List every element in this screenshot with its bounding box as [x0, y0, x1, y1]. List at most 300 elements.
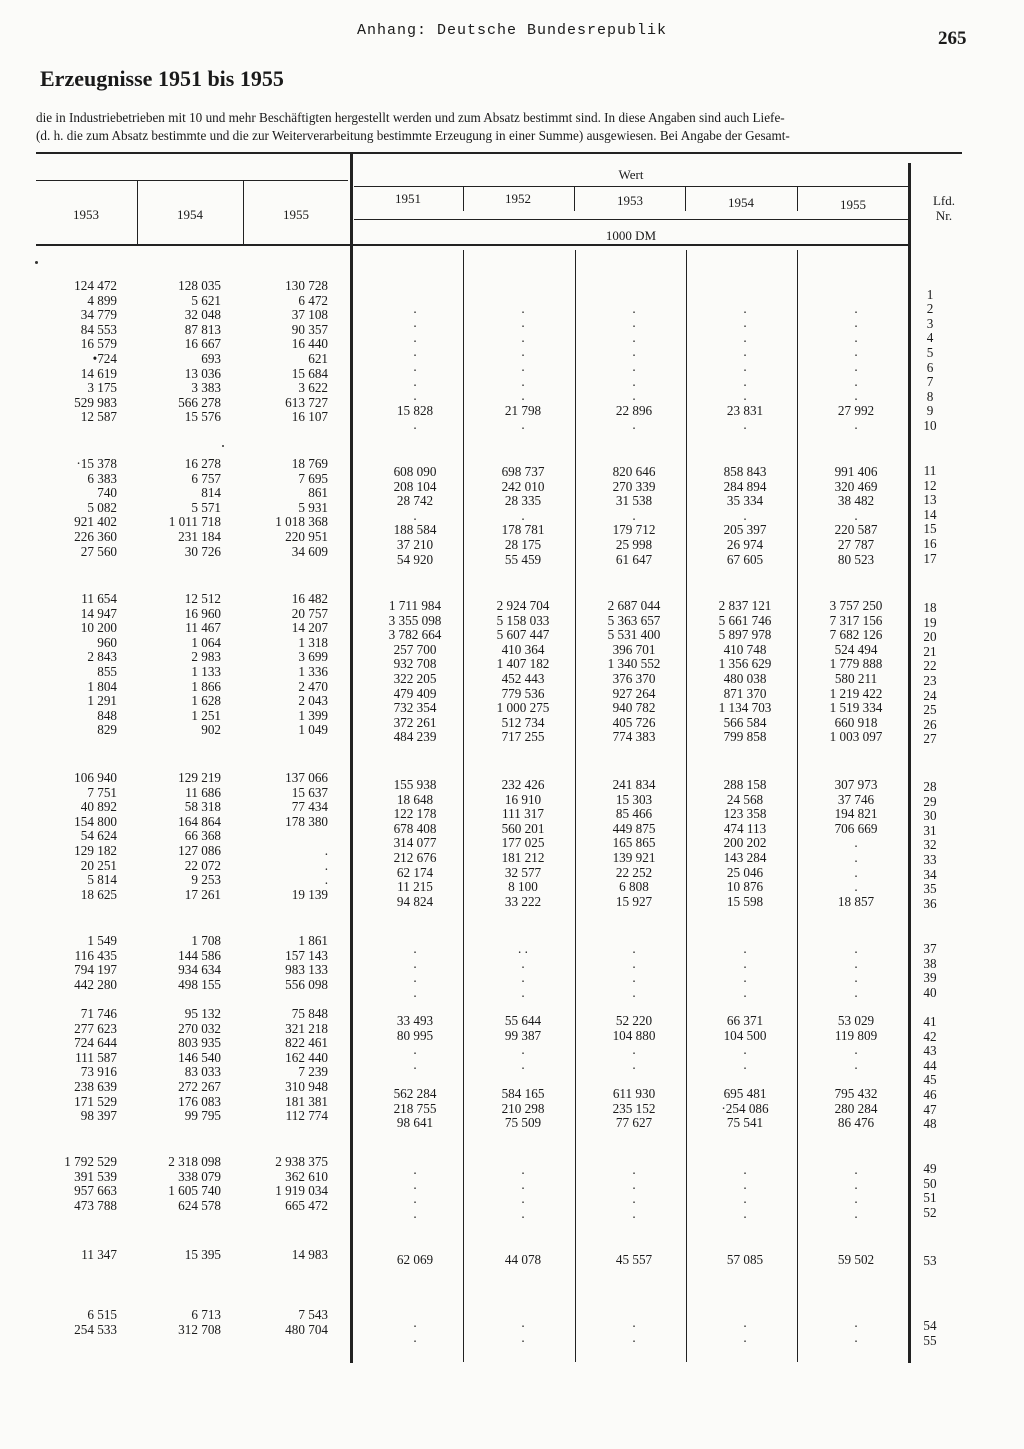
- table-cell: 280 284: [834, 1100, 878, 1116]
- table-cell: .: [521, 315, 525, 331]
- table-cell: .: [743, 373, 747, 389]
- table-cell: 54 920: [396, 551, 434, 567]
- table-cell: .: [413, 358, 417, 374]
- table-cell: .: [413, 1205, 417, 1221]
- table-cell: 6 515: [87, 1307, 117, 1322]
- column-v1951-block-3: [360, 599, 470, 745]
- column-q1954-block-5: [111, 934, 221, 992]
- table-cell: [360, 287, 470, 302]
- table-cell: 176 083: [178, 1093, 221, 1109]
- table-cell: 5 363 657: [607, 612, 661, 628]
- table-cell: .: [854, 373, 858, 389]
- table-cell: 512 734: [501, 714, 545, 730]
- table-cell: 2: [926, 301, 934, 317]
- running-head: Anhang: Deutsche Bundesrepublik: [356, 22, 668, 39]
- table-cell: 238 639: [74, 1078, 117, 1094]
- table-cell: 54: [923, 1318, 937, 1333]
- table-cell: 87 813: [184, 321, 221, 337]
- table-cell: 181 381: [285, 1093, 328, 1109]
- table-cell: .: [854, 1205, 858, 1221]
- table-cell: 1 011 718: [168, 514, 221, 530]
- table-cell: 12 512: [184, 591, 221, 606]
- table-cell: 14 619: [80, 365, 117, 381]
- table-cell: 208 104: [393, 478, 437, 494]
- table-cell: 41: [923, 1014, 937, 1029]
- table-cell: 1 049: [298, 722, 328, 738]
- table-cell: 312 708: [178, 1321, 221, 1337]
- table-cell: 13: [923, 492, 937, 508]
- table-cell: 16 910: [504, 791, 542, 807]
- table-cell: 129 182: [74, 842, 117, 858]
- table-cell: 5 661 746: [718, 612, 772, 628]
- table-cell: 5: [926, 344, 934, 360]
- table-cell: 22 896: [615, 402, 653, 418]
- table-cell: 10: [923, 417, 937, 433]
- table-cell: 194 821: [834, 806, 878, 822]
- table-cell: .: [632, 1042, 636, 1058]
- table-cell: 25 998: [615, 536, 653, 552]
- table-cell: 3 699: [298, 649, 328, 665]
- column-v1951-block-8: [360, 1253, 470, 1268]
- table-cell: 37 108: [291, 307, 328, 323]
- table-cell: 7 543: [298, 1307, 328, 1322]
- table-cell: 442 280: [74, 976, 117, 992]
- table-cell: 822 461: [285, 1035, 328, 1051]
- table-cell: .: [413, 329, 417, 345]
- divider-value-4: [797, 187, 798, 211]
- table-cell: .: [743, 315, 747, 331]
- table-cell: 27: [923, 731, 937, 747]
- column-v1951-block-5: [360, 942, 470, 1000]
- table-cell: 178 781: [501, 522, 545, 538]
- table-cell: .: [632, 507, 636, 523]
- table-cell: .: [521, 373, 525, 389]
- table-cell: 21: [923, 643, 937, 659]
- table-cell: 53 029: [837, 1013, 875, 1028]
- table-cell: .: [854, 358, 858, 374]
- column-q1954-block-1: [111, 279, 221, 425]
- table-cell: .: [521, 1042, 525, 1058]
- column-v1954-block-1: [690, 287, 800, 433]
- column-q1955-block-4: [218, 771, 328, 902]
- column-v1951-block-7: [360, 1163, 470, 1221]
- table-cell: .: [854, 329, 858, 345]
- table-cell: 321 218: [285, 1020, 328, 1036]
- table-cell: 241 834: [612, 777, 656, 792]
- column-q1954-block-7: [111, 1155, 221, 1213]
- table-cell: 39: [923, 970, 937, 986]
- table-cell: [218, 829, 328, 844]
- table-cell: 1 628: [191, 693, 221, 709]
- table-cell: 34 779: [80, 307, 117, 323]
- table-cell: 1 399: [298, 707, 328, 723]
- table-cell: 5 158 033: [496, 612, 550, 628]
- table-cell: 80 995: [396, 1027, 434, 1043]
- table-cell: 55: [923, 1332, 937, 1348]
- table-cell: 848: [97, 707, 117, 723]
- table-cell: 177 025: [501, 835, 545, 851]
- column-q1955-block-2: [218, 457, 328, 559]
- table-cell: 16 278: [184, 456, 221, 471]
- table-cell: 37: [923, 941, 937, 956]
- table-cell: 119 809: [834, 1027, 878, 1043]
- table-cell: 124 472: [74, 278, 117, 293]
- header-q1953: 1953: [73, 207, 99, 222]
- header-unit: 1000 DM: [605, 228, 657, 243]
- table-cell: 220 951: [285, 528, 328, 544]
- table-cell: 12: [923, 477, 937, 493]
- table-cell: .: [632, 1191, 636, 1207]
- table-cell: .: [854, 1042, 858, 1058]
- header-years-rule: [354, 219, 908, 220]
- table-cell: 7 682 126: [829, 627, 883, 643]
- table-cell: 205 397: [723, 522, 767, 538]
- table-cell: .: [743, 344, 747, 360]
- table-cell: . .: [518, 941, 528, 956]
- table-cell: 75 848: [291, 1006, 328, 1021]
- table-cell: .: [854, 1315, 858, 1330]
- table-cell: 32 577: [504, 864, 542, 880]
- table-cell: [690, 287, 800, 302]
- table-cell: [579, 287, 689, 302]
- table-cell: 927 264: [612, 685, 656, 701]
- table-cell: 5 571: [191, 499, 221, 515]
- table-cell: 3 355 098: [388, 612, 442, 628]
- column-v1951-block-2: [360, 465, 470, 567]
- table-cell: 67 605: [726, 551, 764, 567]
- table-cell: 396 701: [612, 641, 656, 657]
- table-cell: 181 212: [501, 849, 545, 865]
- table-cell: 12 587: [80, 409, 117, 425]
- table-cell: .: [521, 1176, 525, 1192]
- table-cell: 77 627: [615, 1115, 653, 1131]
- table-cell: 983 133: [285, 962, 328, 978]
- page-title: Erzeugnisse 1951 bis 1955: [40, 66, 284, 91]
- header-mid-rule-left: [36, 180, 348, 181]
- table-cell: 23 831: [726, 402, 764, 418]
- table-cell: [468, 1072, 578, 1087]
- table-cell: 20: [923, 629, 937, 645]
- column-v1952-block-7: [468, 1163, 578, 1221]
- table-cell: 29: [923, 793, 937, 809]
- table-cell: 28 175: [504, 536, 542, 552]
- table-cell: 11 467: [185, 620, 221, 636]
- table-cell: 740: [97, 485, 117, 501]
- table-cell: 28 335: [504, 493, 542, 509]
- table-cell: 322 205: [393, 670, 437, 686]
- table-cell: 242 010: [501, 478, 545, 494]
- table-cell: .: [743, 1056, 747, 1072]
- table-cell: 162 440: [285, 1049, 328, 1065]
- table-cell: •724: [92, 350, 117, 366]
- column-v1951-block-4: [360, 778, 470, 909]
- column-q1955-block-3: [218, 592, 328, 738]
- table-cell: 25 046: [726, 864, 764, 880]
- column-v1952-block-1: [468, 287, 578, 433]
- header-q1954: 1954: [177, 207, 203, 222]
- table-cell: 8: [926, 388, 934, 404]
- table-cell: 30 726: [184, 543, 221, 559]
- table-cell: 73 916: [80, 1064, 117, 1080]
- table-cell: 99 795: [184, 1108, 221, 1124]
- table-cell: .: [413, 417, 417, 433]
- table-cell: 2 843: [87, 649, 117, 665]
- table-cell: .: [743, 1315, 747, 1330]
- table-cell: 624 578: [178, 1197, 221, 1213]
- table-cell: .: [632, 1056, 636, 1072]
- table-cell: 10 200: [80, 620, 117, 636]
- table-cell: .: [743, 358, 747, 374]
- table-cell: .: [743, 300, 747, 316]
- table-cell: 1 792 529: [64, 1154, 117, 1169]
- header-wert-rule: [354, 186, 908, 187]
- table-cell: 28 742: [396, 493, 434, 509]
- divider-value-3: [685, 187, 686, 211]
- column-v1952-block-5: [468, 942, 578, 1000]
- table-cell: .: [521, 417, 525, 433]
- table-cell: .: [413, 1162, 417, 1177]
- table-cell: 16 482: [291, 591, 328, 606]
- table-cell: 98 397: [80, 1108, 117, 1124]
- table-cell: .: [521, 1056, 525, 1072]
- table-cell: 44: [923, 1057, 937, 1073]
- table-cell: 210 298: [501, 1100, 545, 1116]
- table-cell: 34: [923, 866, 937, 882]
- table-cell: 20 757: [291, 605, 328, 621]
- table-cell: 144 586: [178, 947, 221, 963]
- table-cell: [468, 287, 578, 302]
- table-cell: 665 472: [285, 1197, 328, 1213]
- table-cell: 498 155: [178, 976, 221, 992]
- table-cell: .: [854, 315, 858, 331]
- column-v1954-block-6: [690, 1014, 800, 1131]
- table-cell: .: [632, 941, 636, 956]
- table-cell: 51: [923, 1190, 937, 1206]
- table-cell: 562 284: [393, 1085, 437, 1101]
- table-cell: 449 875: [612, 820, 656, 836]
- table-cell: 19 139: [291, 886, 328, 902]
- table-cell: 7 751: [87, 784, 117, 800]
- header-wert: Wert: [618, 167, 644, 182]
- table-cell: 272 267: [178, 1078, 221, 1094]
- table-cell: 372 261: [393, 714, 437, 730]
- table-cell: .: [632, 1205, 636, 1221]
- table-cell: 3 175: [87, 380, 117, 396]
- table-cell: 11 686: [185, 784, 221, 800]
- column-v1952-block-9: [468, 1316, 578, 1345]
- table-cell: 15 395: [184, 1247, 221, 1262]
- table-cell: 32: [923, 837, 937, 853]
- table-cell: .: [521, 1329, 525, 1345]
- table-cell: 611 930: [612, 1085, 656, 1101]
- table-cell: 46: [923, 1086, 937, 1102]
- table-cell: 1 779 888: [829, 656, 883, 672]
- table-cell: 473 788: [74, 1197, 117, 1213]
- table-cell: 26: [923, 716, 937, 732]
- table-cell: 84 553: [80, 321, 117, 337]
- header-v1955: 1955: [840, 197, 866, 212]
- table-cell: 1 866: [191, 678, 221, 694]
- table-cell: .: [413, 941, 417, 956]
- table-cell: 40 892: [80, 799, 117, 815]
- table-cell: 16 960: [184, 605, 221, 621]
- table-cell: 42: [923, 1028, 937, 1044]
- table-cell: 6 713: [191, 1307, 221, 1322]
- table-cell: 3 757 250: [829, 598, 883, 613]
- table-cell: 27 787: [837, 536, 875, 552]
- table-cell: 18: [923, 600, 937, 615]
- table-cell: 43: [923, 1043, 937, 1059]
- table-cell: 154 800: [74, 813, 117, 829]
- table-cell: 405 726: [612, 714, 656, 730]
- table-cell: 693: [201, 350, 221, 366]
- table-cell: 1 000 275: [496, 700, 550, 716]
- table-cell: 111 317: [502, 806, 544, 822]
- table-cell: 128 035: [178, 278, 221, 293]
- table-cell: 143 284: [723, 849, 767, 865]
- table-cell: 15 828: [396, 402, 434, 418]
- table-cell: 1 340 552: [607, 656, 661, 672]
- table-cell: 20 251: [80, 857, 117, 873]
- table-cell: 235 152: [612, 1100, 656, 1116]
- table-cell: 4: [926, 330, 934, 346]
- table-cell: 6: [926, 359, 934, 375]
- table-cell: .: [854, 417, 858, 433]
- table-cell: 5 621: [191, 292, 221, 308]
- table-cell: 57 085: [726, 1252, 764, 1267]
- table-cell: .: [413, 984, 417, 1000]
- table-cell: 284 894: [723, 478, 767, 494]
- table-cell: 104 500: [723, 1027, 767, 1043]
- table-cell: 23: [923, 672, 937, 688]
- table-cell: 1 133: [191, 663, 221, 679]
- column-q1953-block-7: [7, 1155, 117, 1213]
- column-q1953-block-9: [7, 1308, 117, 1337]
- column-q1953-block-5: [7, 934, 117, 992]
- column-v1954-block-7: [690, 1163, 800, 1221]
- table-cell: .: [413, 1315, 417, 1330]
- table-cell: .: [743, 1162, 747, 1177]
- table-cell: .: [854, 970, 858, 986]
- table-cell: 164 864: [178, 813, 221, 829]
- table-cell: 165 865: [612, 835, 656, 851]
- column-q1955-block-9: [218, 1308, 328, 1337]
- table-cell: 820 646: [612, 464, 656, 479]
- table-cell: 11 654: [81, 591, 117, 606]
- table-cell: .: [632, 329, 636, 345]
- table-cell: 6 808: [619, 879, 649, 895]
- table-cell: 7 317 156: [829, 612, 883, 628]
- table-cell: 75 541: [726, 1115, 764, 1131]
- table-cell: 7: [926, 374, 934, 390]
- table-cell: 17 261: [184, 886, 221, 902]
- table-cell: 112 774: [285, 1108, 328, 1124]
- column-v1953-block-7: [579, 1163, 689, 1221]
- column-q1954-block-3: [111, 592, 221, 738]
- table-cell: .: [632, 300, 636, 316]
- table-cell: [690, 1072, 800, 1087]
- table-cell: .: [854, 344, 858, 360]
- table-cell: 38 482: [837, 493, 875, 509]
- table-cell: 2 687 044: [607, 598, 661, 613]
- table-cell: 40: [923, 984, 937, 1000]
- stray-dot: [222, 445, 224, 447]
- table-cell: 66 368: [184, 828, 221, 844]
- header-v1953: 1953: [617, 193, 643, 208]
- divider-quantity-2: [243, 181, 244, 245]
- column-q1954-block-9: [111, 1308, 221, 1337]
- table-cell: 77 434: [291, 799, 328, 815]
- column-v1951-block-1: [360, 287, 470, 433]
- table-cell: 11 215: [397, 879, 433, 895]
- header-v1952: 1952: [505, 191, 531, 206]
- table-cell: 129 219: [178, 770, 221, 785]
- table-cell: 270 032: [178, 1020, 221, 1036]
- table-cell: 698 737: [501, 464, 545, 479]
- table-cell: .: [632, 315, 636, 331]
- table-cell: 50: [923, 1175, 937, 1191]
- table-cell: 921 402: [74, 514, 117, 530]
- table-cell: 829: [97, 722, 117, 738]
- column-v1953-block-5: [579, 942, 689, 1000]
- table-cell: 8 100: [508, 879, 538, 895]
- table-cell: .: [413, 300, 417, 316]
- table-cell: 33: [923, 851, 937, 867]
- table-cell: .: [521, 1205, 525, 1221]
- table-cell: 116 435: [74, 947, 117, 963]
- table-cell: 940 782: [612, 700, 656, 716]
- stray-dot: [35, 261, 38, 264]
- header-lfd-nr: Lfd. Nr.: [932, 193, 956, 223]
- header-v1951: 1951: [395, 191, 421, 206]
- column-v1951-block-6: [360, 1014, 470, 1131]
- table-cell: 80 523: [837, 551, 875, 567]
- table-cell: 861: [308, 485, 328, 501]
- table-cell: 122 178: [393, 806, 437, 822]
- table-cell: .: [632, 1315, 636, 1330]
- table-cell: .: [854, 507, 858, 523]
- table-cell: 146 540: [178, 1049, 221, 1065]
- table-cell: 270 339: [612, 478, 656, 494]
- table-cell: .: [324, 857, 328, 873]
- table-cell: .: [743, 970, 747, 986]
- table-cell: 188 584: [393, 522, 437, 538]
- table-cell: .: [632, 1329, 636, 1345]
- table-cell: 566 584: [723, 714, 767, 730]
- table-cell: .: [854, 849, 858, 865]
- table-cell: 212 676: [393, 849, 437, 865]
- column-lfd-block-6: [875, 1015, 985, 1132]
- table-cell: 218 755: [393, 1100, 437, 1116]
- column-v1953-block-9: [579, 1316, 689, 1345]
- table-cell: .: [521, 300, 525, 316]
- table-cell: 48: [923, 1116, 937, 1132]
- table-cell: 7 239: [298, 1064, 328, 1080]
- table-cell: 3 622: [298, 380, 328, 396]
- column-v1952-block-8: [468, 1253, 578, 1268]
- table-cell: ·254 086: [721, 1100, 769, 1116]
- table-cell: .: [854, 879, 858, 895]
- table-cell: .: [632, 344, 636, 360]
- table-cell: .: [854, 388, 858, 404]
- table-cell: 1 519 334: [829, 700, 883, 716]
- column-v1953-block-6: [579, 1014, 689, 1131]
- table-cell: 5 531 400: [607, 627, 661, 643]
- table-cell: 86 476: [837, 1115, 875, 1131]
- table-cell: 779 536: [501, 685, 545, 701]
- table-cell: .: [632, 417, 636, 433]
- table-cell: 31: [923, 822, 937, 838]
